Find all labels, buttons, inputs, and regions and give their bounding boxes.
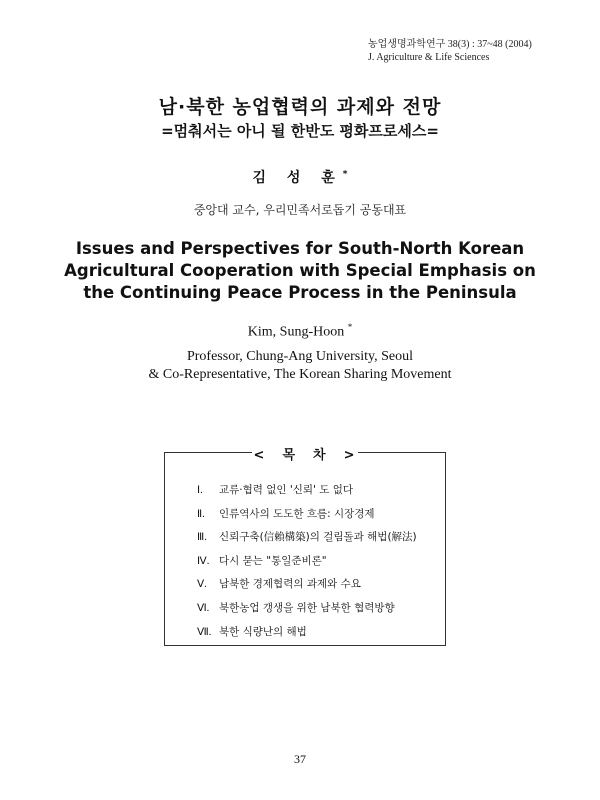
table-of-contents-box [164, 448, 446, 646]
journal-citation: 농업생명과학연구 38(3) : 37~48 (2004) [368, 39, 532, 50]
english-affiliation [0, 348, 600, 384]
english-affiliation-line: & Co-Representative, The Korean Sharing Movement [148, 367, 452, 382]
toc-item [197, 576, 417, 600]
toc-heading-word1: 목 [282, 448, 297, 463]
english-author-name: Kim, Sung-Hoon [247, 324, 345, 340]
journal-citation-block [368, 38, 588, 64]
korean-subtitle: =멈춰서는 아니 될 한반도 평화프로세스= [161, 122, 439, 140]
toc-item-text: 북한 식량난의 해법 [219, 625, 307, 638]
toc-item-number: Ⅳ. [197, 555, 210, 567]
toc-heading-word2: 차 [313, 448, 328, 463]
english-title-line: Agricultural Cooperation with Special Emphasis on [64, 261, 536, 280]
toc-item-number: Ⅱ. [197, 508, 205, 520]
toc-item-text: 교류·협력 없인 '신뢰' 도 없다 [219, 484, 354, 496]
english-title-line: the Continuing Peace Process in the Peninsula [83, 283, 517, 302]
english-title [0, 238, 600, 304]
korean-author-mark: * [342, 169, 348, 180]
toc-item-number: Ⅵ. [197, 602, 210, 614]
toc-heading [165, 444, 445, 463]
toc-item [197, 624, 417, 648]
korean-title: 남·북한 농업협력의 과제와 전망 [158, 96, 442, 118]
toc-item-text: 북한농업 갱생을 위한 남북한 협력방향 [219, 601, 395, 614]
korean-author [0, 167, 600, 187]
toc-item [197, 482, 417, 506]
toc-item-number: Ⅰ. [197, 485, 203, 496]
toc-item-text: 신뢰구축(信賴構築)의 걸림돌과 해법(解法) [219, 531, 417, 544]
page-number: 37 [294, 752, 306, 766]
korean-affiliation: 중앙대 교수, 우리민족서로돕기 공동대표 [193, 203, 407, 217]
toc-heading-close: > [343, 448, 357, 463]
toc-item-text: 다시 묻는 "통일준비론" [219, 554, 327, 567]
english-title-line: Issues and Perspectives for South-North Korean [75, 239, 525, 258]
journal-name-en: J. Agriculture & Life Sciences [368, 52, 490, 63]
toc-item [197, 529, 417, 553]
toc-item [197, 506, 417, 530]
toc-item [197, 553, 417, 577]
toc-item-text: 인류역사의 도도한 흐름: 시장경제 [219, 507, 375, 520]
toc-item-text: 남북한 경제협력의 과제와 수요 [219, 578, 361, 591]
toc-item-number: Ⅲ. [197, 532, 207, 544]
toc-item-number: Ⅶ. [197, 626, 212, 638]
toc-item-number: Ⅴ. [197, 579, 207, 591]
toc-list [197, 482, 417, 647]
english-author [0, 322, 600, 341]
english-author-mark: * [347, 322, 353, 332]
toc-heading-open: < [253, 448, 267, 463]
korean-author-name: 김 성 훈 [252, 170, 343, 186]
toc-item [197, 600, 417, 624]
english-affiliation-line: Professor, Chung-Ang University, Seoul [186, 349, 414, 364]
